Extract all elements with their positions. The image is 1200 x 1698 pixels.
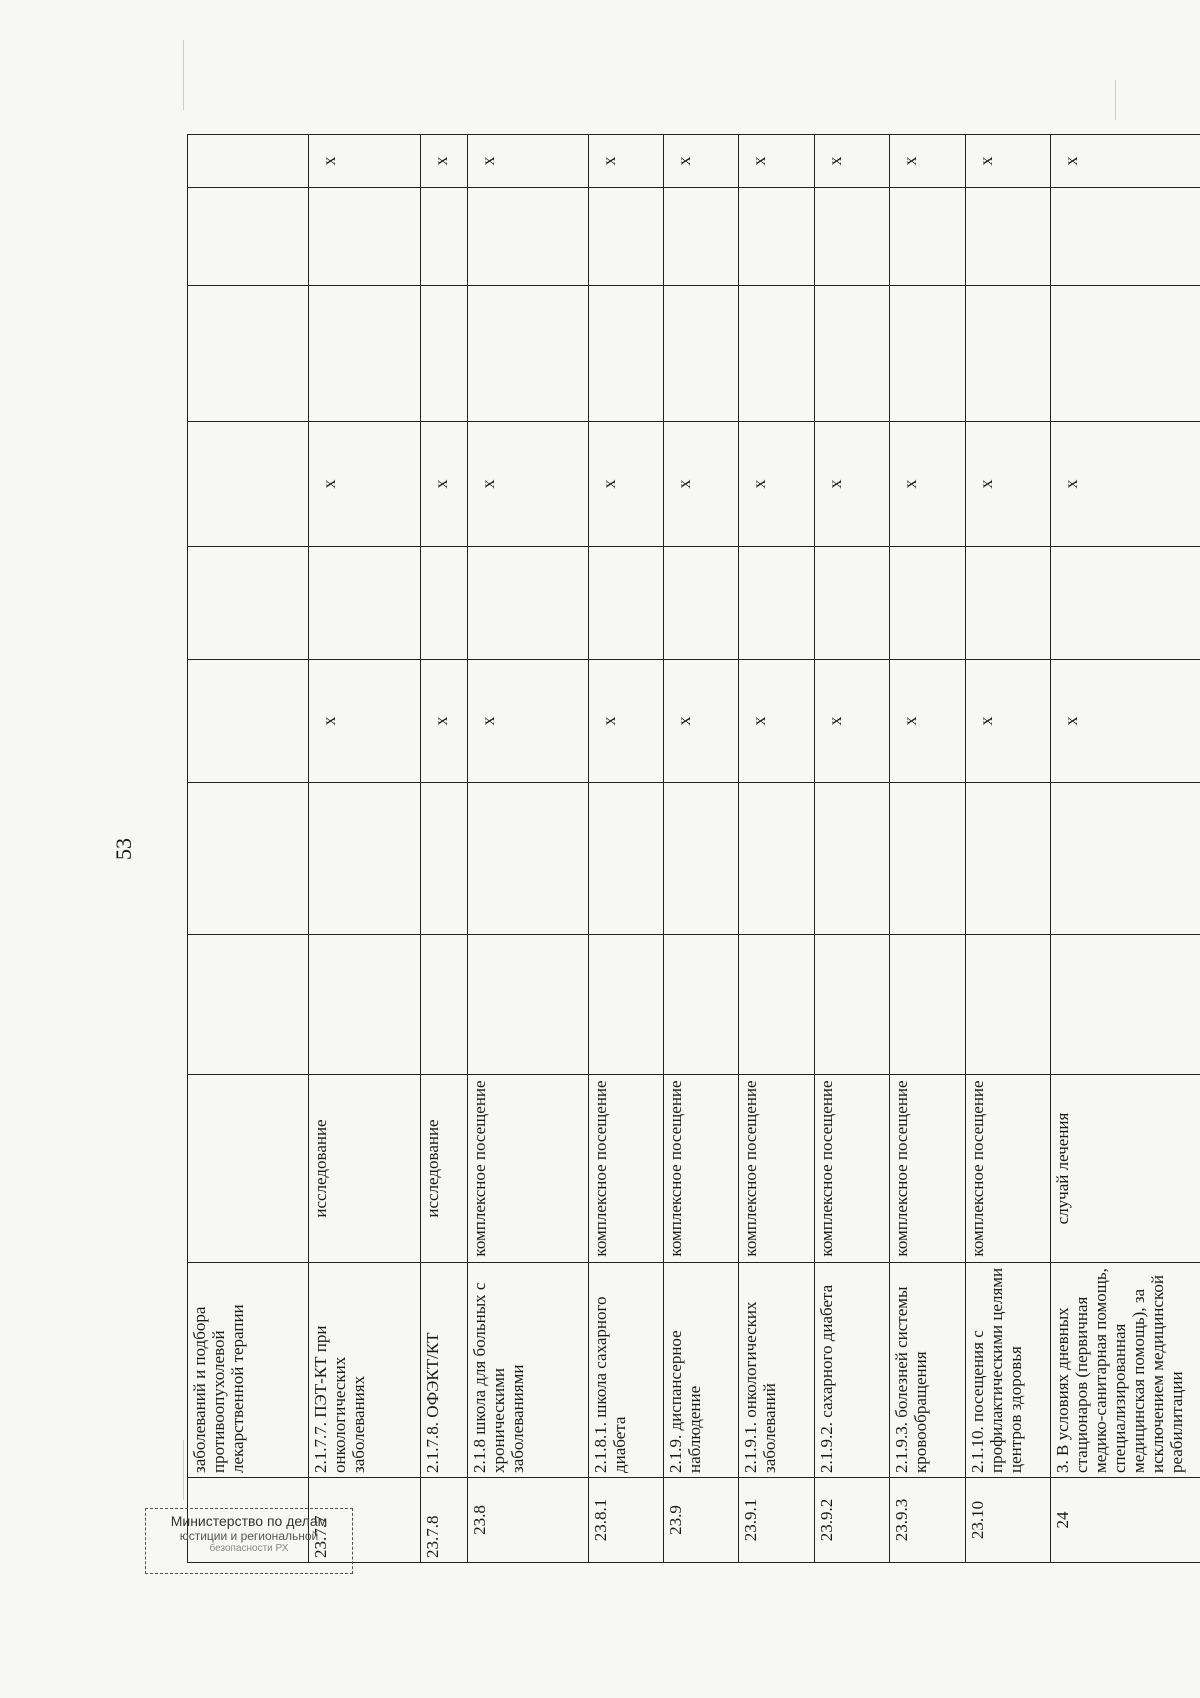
row-value-cell — [664, 547, 739, 660]
row-value-cell — [588, 935, 663, 1075]
row-value-cell — [890, 286, 965, 422]
row-value-cell: х — [814, 135, 889, 188]
row-value-cell — [188, 660, 309, 783]
row-name-cell: 3. В условиях дневных стационаров (первичная медико-санитарная помощь, специализированная медицинская помощь), за исключением медицинской реабилитации — [1050, 1263, 1200, 1478]
row-number-cell: 24 — [1050, 1478, 1200, 1563]
table-wrapper — [187, 135, 1200, 1563]
row-value-cell — [467, 286, 588, 422]
row-value-cell — [588, 547, 663, 660]
row-unit-cell: комплексное посещение — [588, 1075, 663, 1263]
row-number-cell: 23.8 — [467, 1478, 588, 1563]
row-unit-cell: исследование — [421, 1075, 468, 1263]
row-number-cell: 23.8.1 — [588, 1478, 663, 1563]
row-value-cell: х — [1050, 660, 1200, 783]
table-row — [739, 135, 814, 1563]
row-value-cell — [421, 547, 468, 660]
row-value-cell — [421, 286, 468, 422]
stamp-line-2: юстиции и региональной — [179, 1529, 319, 1543]
page-number: 53 — [111, 838, 136, 860]
row-value-cell — [739, 783, 814, 935]
row-value-cell: х — [814, 660, 889, 783]
table-row — [890, 135, 965, 1563]
row-number-cell: 23.9 — [664, 1478, 739, 1563]
row-value-cell: х — [664, 660, 739, 783]
row-name-cell: 2.1.8 школа для больных с хроническими заболеваниями — [467, 1263, 588, 1478]
row-value-cell — [814, 783, 889, 935]
row-value-cell: х — [421, 660, 468, 783]
row-value-cell — [664, 783, 739, 935]
row-unit-cell: комплексное посещение — [467, 1075, 588, 1263]
row-value-cell: х — [739, 135, 814, 188]
row-name-cell: 2.1.9.3. болезней системы кровообращения — [890, 1263, 965, 1478]
row-value-cell: х — [467, 422, 588, 547]
row-value-cell — [188, 783, 309, 935]
row-value-cell: х — [588, 135, 663, 188]
row-value-cell — [890, 935, 965, 1075]
row-value-cell — [664, 188, 739, 286]
row-name-cell: 2.1.9. диспансерное наблюдение — [664, 1263, 739, 1478]
row-value-cell — [188, 422, 309, 547]
row-value-cell: х — [664, 135, 739, 188]
row-value-cell — [739, 188, 814, 286]
row-unit-cell: комплексное посещение — [664, 1075, 739, 1263]
table-body — [188, 135, 1200, 1563]
row-value-cell: х — [739, 660, 814, 783]
table-row — [814, 135, 889, 1563]
row-value-cell — [467, 547, 588, 660]
row-value-cell — [188, 286, 309, 422]
row-value-cell — [588, 783, 663, 935]
row-value-cell: х — [965, 135, 1050, 188]
row-name-cell: 2.1.7.7. ПЭТ-КТ при онкологических заболеваниях — [308, 1263, 420, 1478]
row-value-cell — [1050, 188, 1200, 286]
row-value-cell: х — [1050, 422, 1200, 547]
row-value-cell — [308, 188, 420, 286]
row-value-cell: х — [467, 135, 588, 188]
row-value-cell — [965, 935, 1050, 1075]
row-value-cell — [588, 286, 663, 422]
row-value-cell: х — [739, 422, 814, 547]
row-name-cell: 2.1.10. посещения с профилактическими целями центров здоровья — [965, 1263, 1050, 1478]
row-value-cell — [467, 783, 588, 935]
row-value-cell — [814, 935, 889, 1075]
row-number-cell: 23.7.8 — [421, 1478, 468, 1563]
row-name-cell: 2.1.9.1. онкологических заболеваний — [739, 1263, 814, 1478]
row-value-cell: х — [664, 422, 739, 547]
row-value-cell: х — [814, 422, 889, 547]
row-value-cell — [965, 188, 1050, 286]
row-unit-cell: комплексное посещение — [739, 1075, 814, 1263]
row-value-cell — [1050, 286, 1200, 422]
row-number-cell: 23.10 — [965, 1478, 1050, 1563]
row-value-cell — [421, 783, 468, 935]
row-number-cell: 23.9.3 — [890, 1478, 965, 1563]
row-value-cell — [814, 547, 889, 660]
row-value-cell — [1050, 783, 1200, 935]
row-value-cell: х — [588, 660, 663, 783]
row-value-cell — [308, 286, 420, 422]
table-row — [467, 135, 588, 1563]
row-value-cell: х — [421, 422, 468, 547]
row-value-cell: х — [965, 660, 1050, 783]
row-value-cell — [308, 783, 420, 935]
row-unit-cell: комплексное посещение — [814, 1075, 889, 1263]
row-number-cell: 23.9.2 — [814, 1478, 889, 1563]
row-value-cell — [664, 286, 739, 422]
row-value-cell — [664, 935, 739, 1075]
row-name-cell: 2.1.8.1. школа сахарного диабета — [588, 1263, 663, 1478]
stamp-line-3: безопасности РХ — [209, 1543, 289, 1554]
row-value-cell — [188, 135, 309, 188]
row-value-cell — [188, 935, 309, 1075]
row-value-cell — [965, 547, 1050, 660]
row-name-cell: 2.1.9.2. сахарного диабета — [814, 1263, 889, 1478]
row-value-cell: х — [421, 135, 468, 188]
row-value-cell: х — [890, 660, 965, 783]
table-row — [588, 135, 663, 1563]
tariff-table — [187, 134, 1200, 1563]
row-value-cell — [188, 188, 309, 286]
row-value-cell — [467, 188, 588, 286]
row-value-cell: х — [1050, 135, 1200, 188]
stamp-line-1: Министерство по делам — [170, 1513, 328, 1529]
row-number-cell: 23.9.1 — [739, 1478, 814, 1563]
row-value-cell: х — [308, 422, 420, 547]
row-value-cell: х — [890, 422, 965, 547]
row-value-cell — [890, 188, 965, 286]
row-value-cell — [890, 783, 965, 935]
table-row — [965, 135, 1050, 1563]
table-row — [421, 135, 468, 1563]
row-number-cell: 23.7.7 — [308, 1478, 420, 1563]
row-name-cell: 2.1.7.8. ОФЭКТ/КТ — [421, 1263, 468, 1478]
row-value-cell — [965, 286, 1050, 422]
row-value-cell: х — [890, 135, 965, 188]
table-row — [1050, 135, 1200, 1563]
row-value-cell — [308, 547, 420, 660]
row-unit-cell — [188, 1075, 309, 1263]
row-value-cell — [1050, 547, 1200, 660]
row-unit-cell: комплексное посещение — [965, 1075, 1050, 1263]
row-value-cell — [588, 188, 663, 286]
row-value-cell — [188, 547, 309, 660]
row-value-cell — [965, 783, 1050, 935]
row-value-cell — [739, 286, 814, 422]
row-value-cell — [814, 188, 889, 286]
row-value-cell — [467, 935, 588, 1075]
row-unit-cell: исследование — [308, 1075, 420, 1263]
row-value-cell — [890, 547, 965, 660]
row-value-cell — [421, 935, 468, 1075]
row-value-cell: х — [965, 422, 1050, 547]
table-row — [664, 135, 739, 1563]
row-value-cell — [814, 286, 889, 422]
row-name-cell: заболеваний и подбора противоопухолевой лекарственной терапии — [188, 1263, 309, 1478]
row-value-cell: х — [467, 660, 588, 783]
row-value-cell — [308, 935, 420, 1075]
row-value-cell — [739, 547, 814, 660]
registration-stamp — [145, 1508, 353, 1574]
row-unit-cell: случай лечения — [1050, 1075, 1200, 1263]
row-value-cell — [1050, 935, 1200, 1075]
table-row — [188, 135, 309, 1563]
row-value-cell — [421, 188, 468, 286]
table-row — [308, 135, 420, 1563]
row-value-cell: х — [308, 660, 420, 783]
row-value-cell — [739, 935, 814, 1075]
row-value-cell: х — [588, 422, 663, 547]
row-unit-cell: комплексное посещение — [890, 1075, 965, 1263]
row-value-cell: х — [308, 135, 420, 188]
